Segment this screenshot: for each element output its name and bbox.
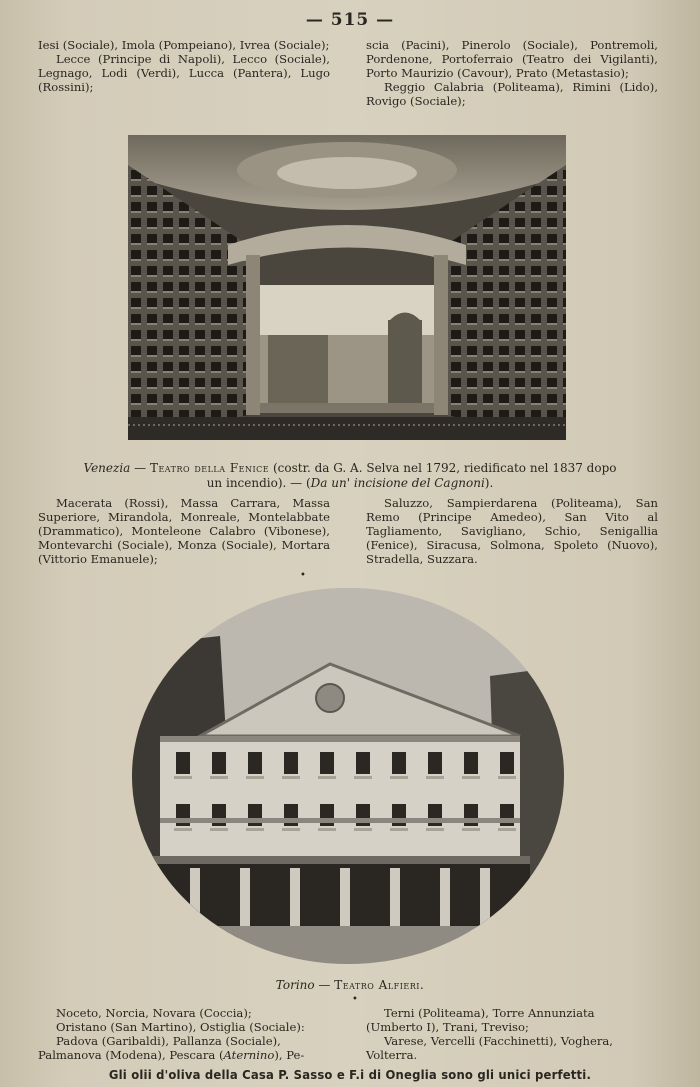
theatre-interior-illustration [128, 135, 566, 440]
caption-dash: — [130, 461, 150, 475]
caption2-city: Torino [275, 978, 315, 992]
bottom-left-column [38, 1006, 330, 1062]
fenice-caption [80, 461, 620, 491]
top-right-para-2: Reggio Calabria (Politeama), Rimini (Lido), Rovigo (Sociale); [366, 80, 658, 108]
caption2-theatre: Teatro Alfieri. [334, 978, 425, 992]
bottom-left-line-4c: ), Pe- [274, 1048, 305, 1062]
top-right-para-1: scia (Pacini), Pinerolo (Sociale), Pontremoli, Pordenone, Portoferraio (Teatro dei Vigilanti), Porto Maurizio (Cavour), Prato (Metastasio); [366, 38, 658, 80]
alfieri-caption [80, 978, 620, 993]
separator-dot-2: • [352, 994, 358, 1005]
bottom-left-line-2: Oristano (San Martino), Ostiglia (Sociale): [56, 1020, 305, 1034]
caption-detail: (costr. da G. A. Selva nel 1792, riedificato nel 1837 dopo un incendio). — ( [206, 461, 617, 490]
teatro-alfieri-photo [130, 586, 566, 966]
bottom-left-line-4 [38, 1048, 330, 1062]
bottom-columns [38, 1006, 658, 1062]
page-number: — 515 — [305, 10, 395, 30]
bottom-right-column [366, 1006, 658, 1062]
top-columns [38, 38, 658, 108]
middle-columns [38, 496, 658, 566]
top-right-column [366, 38, 658, 108]
teatro-fenice-engraving [128, 135, 566, 440]
mid-right-para: Saluzzo, Sampierdarena (Politeama), San Remo (Principe Amedeo), San Vito al Tagliamento, Savigliano, Schio, Senigallia (Fenice), Siracusa, Solmona, Spoleto (Nuovo), Stradella, Suzzara. [366, 496, 658, 566]
footer-advertisement: Gli olii d'oliva della Casa P. Sasso e F.i di Oneglia sono gli unici perfetti. [108, 1067, 592, 1082]
caption-source: Da un' incisione del Cagnoni [310, 476, 485, 490]
mid-left-column [38, 496, 330, 566]
caption-theatre: Teatro della Fenice [149, 461, 270, 475]
caption2-dash: — [314, 978, 335, 992]
mid-right-column [366, 496, 658, 566]
bottom-right-line-4: Volterra. [366, 1048, 418, 1062]
top-left-para-2: Lecce (Principe di Napoli), Lecco (Sociale), Legnago, Lodi (Verdi), Lucca (Pantera), Lugo (Rossini); [38, 52, 330, 94]
caption-city: Venezia [83, 461, 131, 475]
bottom-left-line-1: Noceto, Norcia, Novara (Coccia); [56, 1006, 252, 1020]
mid-left-para: Macerata (Rossi), Massa Carrara, Massa Superiore, Mirandola, Monreale, Montelabbate (Drammatico), Monteleone Calabro (Vibonese), Montevarchi (Sociale), Monza (Sociale), Mortara (Vittorio Emanuele); [38, 496, 330, 566]
bottom-right-line-1: Terni (Politeama), Torre Annunziata [384, 1006, 595, 1020]
bottom-left-line-4b: Aternino [223, 1048, 275, 1062]
top-left-para-1: Iesi (Sociale), Imola (Pompeiano), Ivrea (Sociale); [38, 38, 330, 52]
separator-dot: • [300, 570, 306, 581]
bottom-left-line-4a: Palmanova (Modena), Pescara ( [38, 1048, 224, 1062]
caption-end: ). [484, 476, 494, 490]
bottom-left-line-3: Padova (Garibaldi), Pallanza (Sociale), [56, 1034, 281, 1048]
theatre-facade-illustration [130, 586, 566, 966]
top-left-column [38, 38, 330, 108]
bottom-right-line-2: (Umberto I), Trani, Treviso; [366, 1020, 529, 1034]
bottom-right-line-3: Varese, Vercelli (Facchinetti), Voghera, [384, 1034, 613, 1048]
